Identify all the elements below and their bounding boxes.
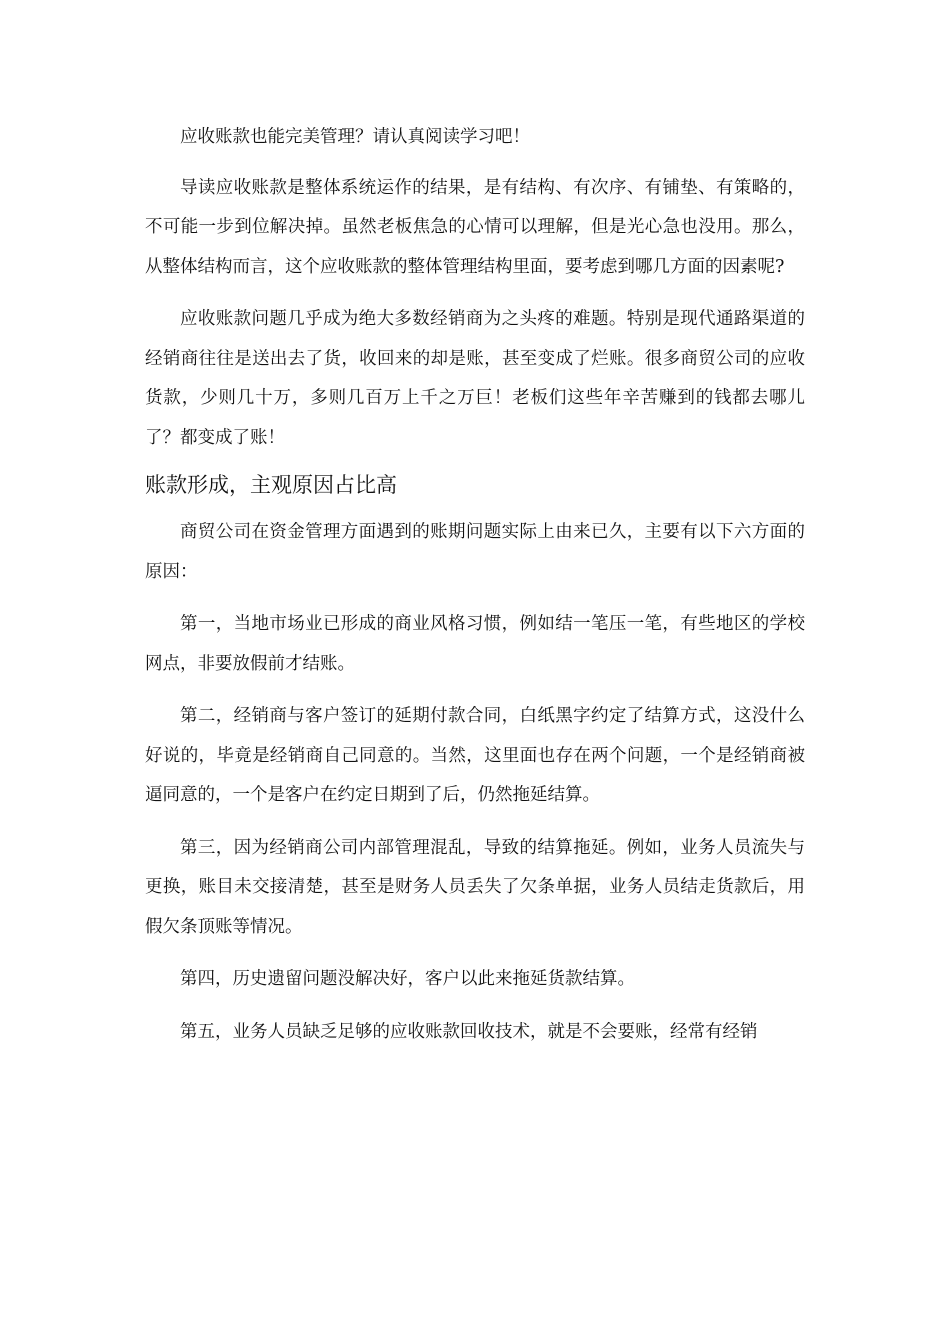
section-paragraph: 商贸公司在资金管理方面遇到的账期问题实际上由来已久，主要有以下六方面的原因： <box>145 522 805 582</box>
section-paragraph: 第二，经销商与客户签订的延期付款合同，白纸黑字约定了结算方式，这没什么好说的，毕竟是经销商自己同意的。当然，这里面也存在两个问题，一个是经销商被逼同意的，一个是客户在约定日期到了后，仍然拖延结算。 <box>145 706 805 805</box>
section-paragraph: 第五，业务人员缺乏足够的应收账款回收技术，就是不会要账，经常有经销 <box>180 1021 758 1042</box>
document-page <box>145 118 805 1065</box>
section-paragraph: 第一，当地市场业已形成的商业风格习惯，例如结一笔压一笔，有些地区的学校网点，非要放假前才结账。 <box>145 614 805 674</box>
section-paragraph: 第四，历史遗留问题没解决好，客户以此来拖延货款结算。 <box>180 969 635 989</box>
intro-paragraph: 应收账款问题几乎成为绝大多数经销商为之头疼的难题。特别是现代通路渠道的经销商往往是送出去了货，收回来的却是账，甚至变成了烂账。很多商贸公司的应收货款，少则几十万，多则几百万上千之万巨！老板们这些年辛苦赚到的钱都去哪儿了？都变成了账！ <box>145 309 805 448</box>
document-title: 应收账款也能完美管理？请认真阅读学习吧！ <box>180 127 530 147</box>
intro-paragraph: 导读应收账款是整体系统运作的结果，是有结构、有次序、有铺垫、有策略的，不可能一步到位解决掉。虽然老板焦急的心情可以理解，但是光心急也没用。那么，从整体结构而言，这个应收账款的整体管理结构里面，要考虑到哪几方面的因素呢? <box>145 177 805 277</box>
section-paragraph: 第三，因为经销商公司内部管理混乱，导致的结算拖延。例如，业务人员流失与更换，账目未交接清楚，甚至是财务人员丢失了欠条单据，业务人员结走货款后，用假欠条顶账等情况。 <box>145 837 805 937</box>
section-heading: 账款形成，主观原因占比高 <box>145 473 397 497</box>
